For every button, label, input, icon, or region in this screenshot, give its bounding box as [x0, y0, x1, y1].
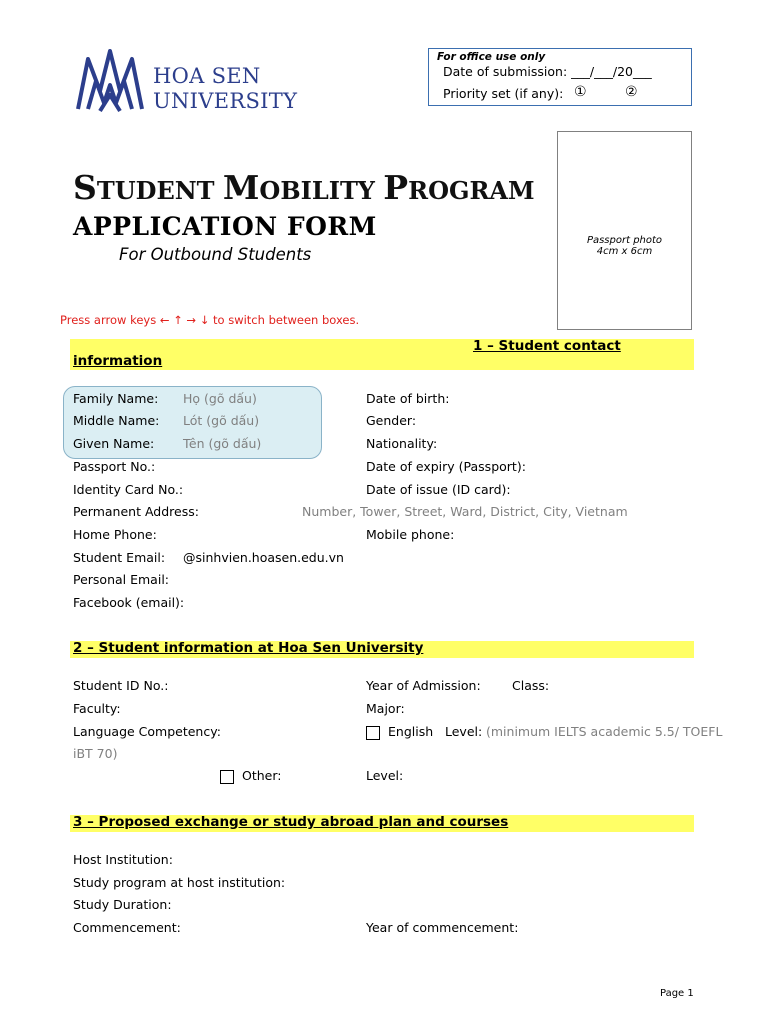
passport-expiry-label: Date of expiry (Passport): — [366, 459, 526, 474]
id-issue-label: Date of issue (ID card): — [366, 482, 511, 497]
family-name-input[interactable]: Họ (gõ dấu) — [183, 391, 257, 406]
study-program-label: Study program at host institution: — [73, 875, 286, 890]
photo-label-line2: 4cm x 6cm — [596, 246, 653, 257]
permanent-address-label: Permanent Address: — [73, 504, 199, 519]
given-name-input[interactable]: Tên (gõ dấu) — [183, 436, 262, 451]
given-name-label: Given Name: — [73, 436, 155, 451]
nationality-label: Nationality: — [366, 436, 438, 451]
lotus-logo-icon — [74, 45, 146, 117]
logo-text-line1: HOA SEN — [153, 64, 261, 88]
form-title: APPLICATION FORM — [73, 212, 377, 241]
english-label: English — [388, 724, 434, 739]
class-label: Class: — [512, 678, 550, 693]
section-2-heading: 2 – Student information at Hoa Sen University — [73, 640, 424, 656]
host-institution-label: Host Institution: — [73, 852, 173, 867]
other-language-checkbox[interactable] — [220, 770, 234, 784]
other-language-label: Other: — [242, 768, 282, 783]
student-id-label: Student ID No.: — [73, 678, 169, 693]
year-admission-label: Year of Admission: — [366, 678, 481, 693]
navigation-hint: Press arrow keys ← ↑ → ↓ to switch between boxes. — [60, 313, 360, 327]
english-level-hint[interactable]: (minimum IELTS academic 5.5/ TOEFL — [486, 724, 723, 739]
date-of-birth-label: Date of birth: — [366, 391, 450, 406]
identity-card-label: Identity Card No.: — [73, 482, 184, 497]
photo-label-line1: Passport photo — [586, 235, 663, 246]
logo-text-line2: UNIVERSITY — [153, 89, 298, 113]
passport-no-label: Passport No.: — [73, 459, 156, 474]
page-title: STUDENT MOBILITY PROGRAM — [73, 168, 535, 207]
commencement-label: Commencement: — [73, 920, 181, 935]
english-checkbox[interactable] — [366, 726, 380, 740]
form-subtitle: For Outbound Students — [119, 245, 312, 264]
english-level-label: Level: — [445, 724, 483, 739]
major-label: Major: — [366, 701, 405, 716]
faculty-label: Faculty: — [73, 701, 121, 716]
english-level-hint-cont: iBT 70) — [73, 746, 118, 761]
section-1-heading-part1: 1 – Student contact — [473, 338, 621, 354]
middle-name-label: Middle Name: — [73, 413, 160, 428]
passport-photo-box[interactable] — [557, 131, 692, 330]
section-3-heading: 3 – Proposed exchange or study abroad plan and courses — [73, 814, 509, 830]
permanent-address-input[interactable]: Number, Tower, Street, Ward, District, City, Vietnam — [302, 504, 628, 519]
other-level-label: Level: — [366, 768, 404, 783]
priority-option-1[interactable]: ① — [574, 84, 587, 100]
middle-name-input[interactable]: Lót (gõ dấu) — [183, 413, 260, 428]
date-of-submission[interactable]: Date of submission: ___/___/20___ — [443, 64, 652, 79]
gender-label: Gender: — [366, 413, 417, 428]
study-duration-label: Study Duration: — [73, 897, 172, 912]
priority-label: Priority set (if any): — [443, 86, 564, 101]
home-phone-label: Home Phone: — [73, 527, 157, 542]
family-name-label: Family Name: — [73, 391, 159, 406]
student-email-input[interactable]: @sinhvien.hoasen.edu.vn — [183, 550, 344, 565]
priority-option-2[interactable]: ② — [625, 84, 638, 100]
facebook-label: Facebook (email): — [73, 595, 185, 610]
section-1-heading-part2: information — [73, 353, 163, 369]
personal-email-label: Personal Email: — [73, 572, 170, 587]
year-commencement-label: Year of commencement: — [366, 920, 519, 935]
student-email-label: Student Email: — [73, 550, 166, 565]
page-number: Page 1 — [660, 988, 694, 999]
mobile-phone-label: Mobile phone: — [366, 527, 455, 542]
office-use-title: For office use only — [437, 51, 546, 63]
language-competency-label: Language Competency: — [73, 724, 221, 739]
